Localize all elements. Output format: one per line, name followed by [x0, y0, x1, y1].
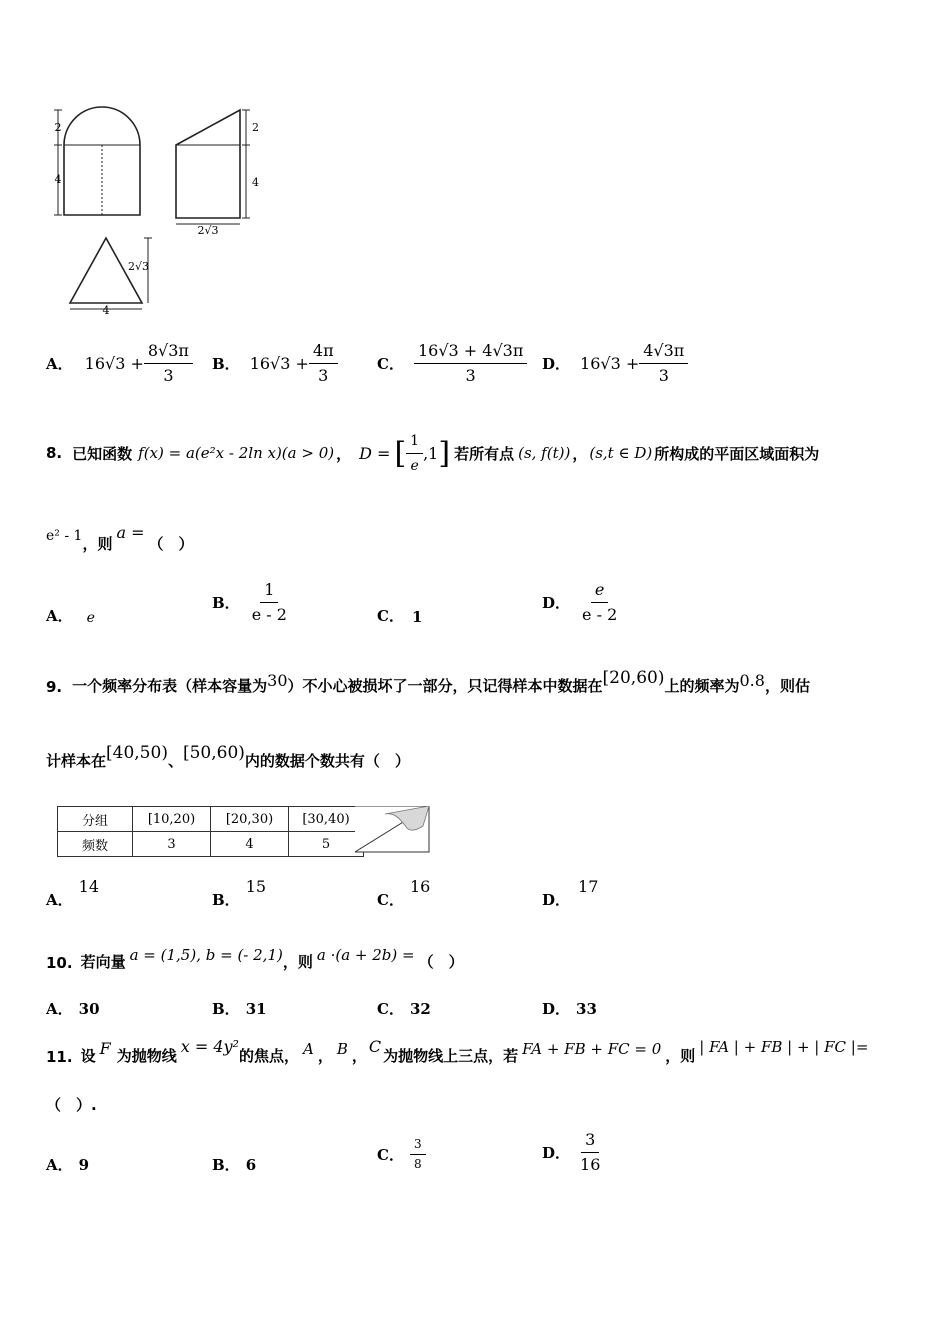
q11-c2: ，: [351, 1047, 367, 1065]
option-label: C．: [377, 891, 404, 909]
q11-text1: 设: [80, 1047, 96, 1065]
option-value: 16: [409, 877, 431, 896]
fraction-den: e: [410, 457, 419, 474]
option-value: 30: [78, 1000, 100, 1018]
option-fraction: [410, 1137, 426, 1172]
q8-option-d[interactable]: [542, 576, 621, 628]
option-label: B．: [212, 354, 240, 373]
q11-abs-expr: | FA | + FB | + | FC |=: [699, 1038, 869, 1056]
q8-domain-frac: [406, 431, 423, 476]
q9-frequency-table: [57, 806, 431, 854]
q8-number: 8.: [46, 444, 63, 462]
side-dim-main: 4: [252, 176, 259, 189]
fraction-den: 3: [163, 365, 174, 385]
option-fraction: [576, 1130, 604, 1175]
front-view: [54, 107, 140, 215]
option-fraction: [248, 580, 291, 625]
q11-C: C: [368, 1037, 382, 1056]
option-label: D．: [542, 1000, 571, 1018]
q9-line2-text2: 内的数据个数共有（ ）: [244, 752, 410, 770]
q8-domain-bracket-left: [: [394, 435, 407, 471]
option-label: D．: [542, 593, 571, 612]
q11-option-d[interactable]: [542, 1126, 604, 1178]
q9-stem-line1: [46, 660, 810, 696]
q10-vectors: a = (1,5), b = (- 2,1): [129, 946, 283, 964]
fraction-num: 3: [410, 1137, 426, 1155]
option-label: A．: [46, 354, 73, 373]
q10-text2: ，则: [282, 953, 313, 971]
q8-option-c[interactable]: [377, 598, 422, 626]
q11-text3: 的焦点，: [238, 1047, 299, 1065]
option-fraction: [578, 580, 621, 625]
option-label: A．: [46, 1000, 73, 1018]
option-value: 32: [409, 1000, 431, 1018]
option-label: D．: [542, 891, 571, 909]
option-label: B．: [212, 891, 240, 909]
fraction-den: 16: [580, 1154, 601, 1174]
option-expr-pre: 16√3 +: [84, 353, 144, 373]
q8-sep2: ，: [572, 444, 588, 463]
option-label: B．: [212, 1156, 240, 1174]
q11-option-b[interactable]: [212, 1154, 256, 1175]
option-value: 15: [245, 877, 267, 896]
q9-text4: ，则估: [764, 677, 810, 695]
q8-text1: 已知函数: [72, 444, 133, 463]
q11-stem-line2: （ ）.: [46, 1096, 97, 1114]
q9-option-a[interactable]: [46, 877, 99, 910]
q9-interval2: [40,50): [106, 743, 168, 763]
top-dim-height: 2√3: [128, 260, 150, 273]
q8-line2-text: ，则: [82, 535, 113, 553]
fraction-num: 3: [581, 1130, 599, 1153]
q8-sep1: ，: [336, 444, 352, 463]
top-dim-width: 4: [102, 304, 110, 317]
q8-domain-post: ,1: [423, 443, 439, 463]
side-dim-width: 2√3: [197, 224, 219, 237]
table-cell: [10,20): [133, 807, 211, 832]
q11-text2: 为抛物线: [116, 1047, 177, 1065]
table-cell: [20,30): [211, 807, 289, 832]
q8-text2: 若所有点: [454, 444, 515, 463]
q8-stem-line2: [46, 520, 194, 554]
q9-interval3: [50,60): [182, 743, 245, 763]
option-label: C．: [377, 354, 404, 373]
q9-sep: 、: [167, 752, 183, 770]
top-view: [70, 238, 152, 309]
q10-stem: [46, 942, 464, 972]
q8-stem-line1: [46, 425, 819, 481]
q7-option-c[interactable]: [377, 340, 527, 386]
q9-sample-size: 30: [267, 671, 288, 690]
option-expr-pre: 16√3 +: [580, 353, 640, 373]
q8-area-expr: e² - 1: [46, 528, 83, 544]
option-value: 9: [78, 1156, 90, 1174]
q10-number: 10.: [46, 954, 73, 972]
q7-option-b[interactable]: [212, 340, 338, 386]
q11-number: 11.: [46, 1048, 73, 1066]
option-fraction: [414, 341, 527, 386]
q11-F: F: [99, 1039, 111, 1058]
q10-option-a[interactable]: [46, 998, 100, 1019]
q11-stem-line1: [46, 1036, 868, 1066]
table-row: [58, 807, 364, 832]
option-value: 1: [411, 608, 423, 626]
q8-cond: (s,t ∈ D): [589, 444, 653, 462]
q8-text3: 所构成的平面区域面积为: [654, 444, 820, 463]
table-cell: 3: [133, 832, 211, 857]
q8-line2-a: a =: [116, 523, 145, 542]
three-view-figures: [40, 100, 280, 320]
torn-corner: [355, 806, 431, 854]
q8-option-b[interactable]: [212, 576, 291, 628]
fraction-num: 1: [260, 580, 278, 603]
q8-point: (s, f(t)): [518, 444, 571, 462]
option-label: A．: [46, 1156, 73, 1174]
q11-vec-eq: FA + FB + FC = 0: [522, 1040, 662, 1058]
fraction-den: 3: [465, 365, 476, 385]
q11-A: A: [302, 1040, 314, 1058]
q9-interval: [20,60): [602, 668, 665, 688]
option-value: 14: [78, 877, 99, 896]
option-value: e: [86, 610, 95, 626]
q11-option-a[interactable]: [46, 1154, 89, 1175]
option-expr-pre: 16√3 +: [249, 353, 309, 373]
front-dim-main: 4: [54, 173, 62, 186]
option-value: 17: [578, 877, 599, 896]
option-label: A．: [46, 891, 73, 909]
q9-line2-text1: 计样本在: [46, 752, 107, 770]
option-label: C．: [377, 1145, 404, 1164]
q9-number: 9.: [46, 678, 63, 696]
option-label: A．: [46, 607, 73, 625]
q10-paren: （ ）: [418, 953, 464, 971]
fraction-num: 4√3π: [639, 341, 688, 364]
fraction-den: e - 2: [582, 604, 618, 624]
q11-parabola: x = 4y²: [180, 1037, 239, 1056]
front-dim-top: 2: [54, 121, 62, 134]
option-value: 31: [245, 1000, 267, 1018]
table-row: [58, 832, 364, 857]
option-value: 33: [576, 1000, 597, 1018]
q9-option-d[interactable]: [542, 877, 599, 910]
side-view: [176, 110, 250, 224]
table-cell: 4: [211, 832, 289, 857]
q11-text4: 为抛物线上三点，若: [383, 1047, 519, 1065]
option-label: D．: [542, 354, 571, 373]
option-label: B．: [212, 1000, 240, 1018]
q9-option-b[interactable]: [212, 877, 267, 910]
q11-text5: ，则: [665, 1047, 696, 1065]
option-label: C．: [377, 607, 404, 625]
q9-text3: 上的频率为: [664, 677, 740, 695]
q11-c1: ，: [317, 1047, 333, 1065]
table-cell: 频数: [58, 832, 133, 857]
frequency-table: [57, 806, 364, 857]
fraction-den: 3: [658, 365, 669, 385]
q9-option-c[interactable]: [377, 877, 431, 910]
fraction-den: 3: [318, 365, 329, 385]
q8-option-a[interactable]: [46, 598, 95, 626]
q9-stem-line2: [46, 735, 410, 771]
q8-domain-bracket-right: ]: [438, 435, 451, 471]
table-cell: 5: [289, 832, 364, 857]
option-label: D．: [542, 1143, 571, 1162]
q10-option-b[interactable]: [212, 998, 267, 1019]
fraction-den: 8: [413, 1156, 422, 1171]
q8-domain-pre: D =: [359, 443, 391, 463]
fraction-num: 8√3π: [144, 341, 193, 364]
fraction-num: 16√3 + 4√3π: [414, 341, 527, 364]
option-fraction: [309, 341, 338, 386]
table-cell: [30,40): [289, 807, 364, 832]
option-fraction: [639, 341, 688, 386]
q10-option-c[interactable]: [377, 998, 431, 1019]
q10-option-d[interactable]: [542, 998, 597, 1019]
side-dim-top: 2: [252, 121, 259, 134]
q10-text1: 若向量: [80, 953, 126, 971]
fraction-num: e: [591, 580, 608, 603]
fraction-den: e - 2: [251, 604, 287, 624]
table-cell: 分组: [58, 807, 133, 832]
option-value: 6: [245, 1156, 257, 1174]
q9-frequency: 0.8: [739, 671, 765, 690]
option-fraction: [144, 341, 193, 386]
option-label: C．: [377, 1000, 404, 1018]
q7-option-d[interactable]: [542, 340, 688, 386]
q8-func: f(x) = a(e²x - 2ln x)(a > 0): [138, 444, 335, 462]
q11-B: B: [336, 1040, 348, 1058]
option-label: B．: [212, 593, 240, 612]
fraction-num: 1: [406, 431, 423, 454]
q9-text2: ）不小心被损坏了一部分，只记得样本中数据在: [287, 677, 603, 695]
q11-option-c[interactable]: [377, 1132, 426, 1176]
fraction-num: 4π: [309, 341, 338, 364]
q7-option-a[interactable]: [46, 340, 193, 386]
q8-line2-paren: （ ）: [148, 535, 194, 553]
q9-text1: 一个频率分布表（样本容量为: [72, 677, 268, 695]
q10-expr: a ·(a + 2b) =: [316, 946, 415, 964]
